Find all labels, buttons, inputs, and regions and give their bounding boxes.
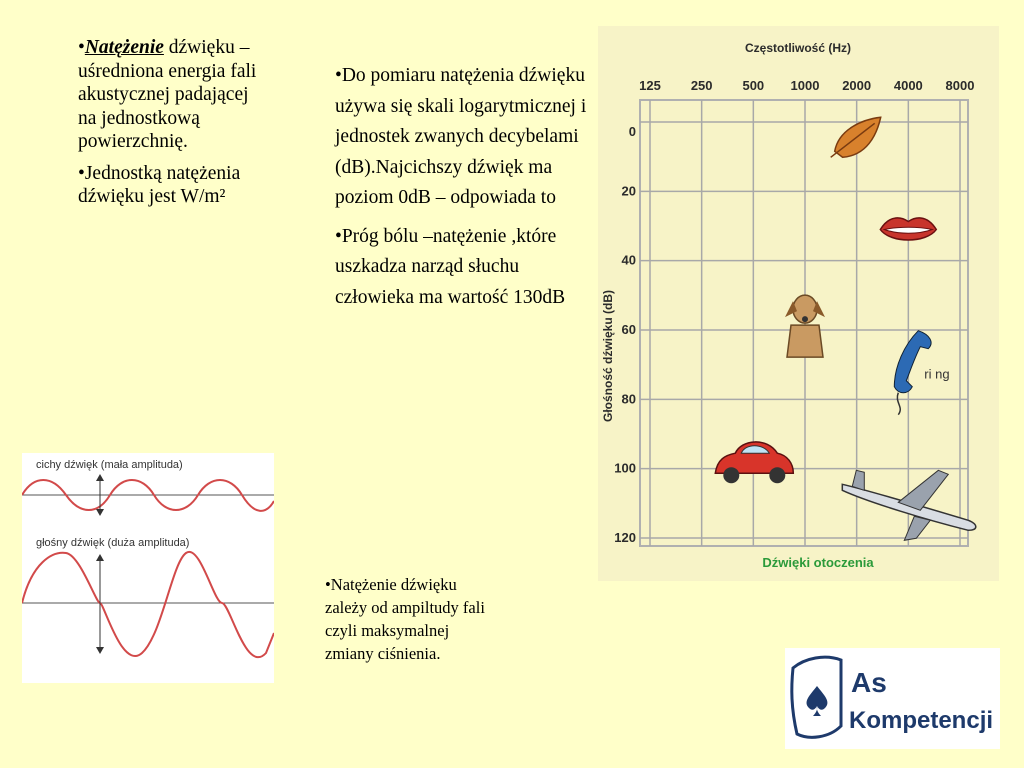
quiet-arrow-head-up <box>96 474 104 481</box>
leaf-icon <box>831 117 881 157</box>
x-tick-label: 4000 <box>893 78 923 93</box>
term-natezenie: Natężenie <box>84 37 164 58</box>
definition-text: dźwięku – uśredniona energia fali akustycznej padającej na jednostkową powierzchnię. <box>78 37 257 152</box>
phone-icon <box>894 331 949 415</box>
spade-card-icon <box>792 657 841 737</box>
logo-svg <box>785 648 1000 749</box>
amplitude-bullet: •Natężenie dźwięku zależy od ampiltudy fali czyli maksymalnej zmiany ciśnienia. <box>325 575 485 663</box>
y-tick-label: 60 <box>621 322 636 337</box>
car-icon <box>715 442 793 483</box>
x-axis-label: Dźwięki otoczenia <box>762 555 874 570</box>
wave-figure-svg <box>22 453 274 683</box>
chart-title: Częstotliwość (Hz) <box>744 41 852 55</box>
as-kompetencji-logo <box>785 648 1000 749</box>
y-tick-label: 20 <box>621 183 636 199</box>
amplitude-text: Natężenie dźwięku zależy od ampiltudy fali czyli maksymalnej zmiany ciśnienia. <box>325 575 485 663</box>
definition-bullet: •Natężenie dźwięku – uśredniona energia fali akustycznej padającej na jednostkową powierzchnię. <box>78 37 257 152</box>
decibel-text: Do pomiaru natężenia dźwięku używa się skali logarytmicznej i jednostek zwanych decybelami (dB).Najcichszy dźwięk ma poziom 0dB – odpowiada to <box>335 65 587 208</box>
lips-icon <box>880 218 936 240</box>
pain-threshold-bullet: •Próg bólu –natężenie ,które uszkadza narząd słuchu człowieka ma wartość 130dB <box>335 225 566 308</box>
y-tick-label: 120 <box>614 530 636 545</box>
x-tick-label: 8000 <box>945 78 975 93</box>
wave-amplitude-figure <box>22 453 274 683</box>
middle-text-column <box>335 61 590 321</box>
decibel-bullet: •Do pomiaru natężenia dźwięku używa się skali logarytmicznej i jednostek zwanych decybelami (dB).Najcichszy dźwięk ma poziom 0dB – odpowiada to <box>335 65 587 208</box>
y-tick-label: 80 <box>621 391 636 407</box>
quiet-wave-label: cichy dźwięk (mała amplituda) <box>36 459 183 471</box>
amplitude-text-column <box>325 573 500 673</box>
loudness-chart <box>598 26 999 581</box>
x-tick-label: 250 <box>690 78 713 93</box>
unit-bullet: •Jednostką natężenia dźwięku jest W/m² <box>78 162 241 207</box>
x-tick-label: 1000 <box>790 78 820 93</box>
y-tick-labels <box>614 124 636 545</box>
y-tick-label: 100 <box>614 460 636 476</box>
y-tick-label: 40 <box>621 252 636 268</box>
loud-arrow-head-down <box>96 647 104 654</box>
quiet-arrow-head-down <box>96 509 104 516</box>
left-text-column <box>78 36 258 217</box>
x-tick-label: 2000 <box>842 78 872 93</box>
dog-icon <box>785 295 825 357</box>
logo-line-1: As <box>851 667 887 698</box>
loud-wave-label: głośny dźwięk (duża amplituda) <box>36 537 190 549</box>
pain-threshold-text: Próg bólu –natężenie ,które uszkadza narząd słuchu człowieka ma wartość 130dB <box>335 225 566 308</box>
x-tick-labels <box>639 78 974 93</box>
loud-arrow-head-up <box>96 554 104 561</box>
loudness-chart-svg <box>598 26 999 581</box>
loud-wave-curve <box>22 552 274 657</box>
x-tick-label: 500 <box>742 78 765 93</box>
y-axis-label: Głośność dźwięku (dB) <box>601 289 615 423</box>
unit-text: Jednostką natężenia dźwięku jest W/m² <box>78 162 241 207</box>
x-tick-label: 125 <box>639 78 661 93</box>
ring-annotation: ri ng <box>924 366 950 382</box>
y-tick-label: 0 <box>628 124 636 139</box>
logo-line-2: Kompetencji <box>849 707 994 734</box>
